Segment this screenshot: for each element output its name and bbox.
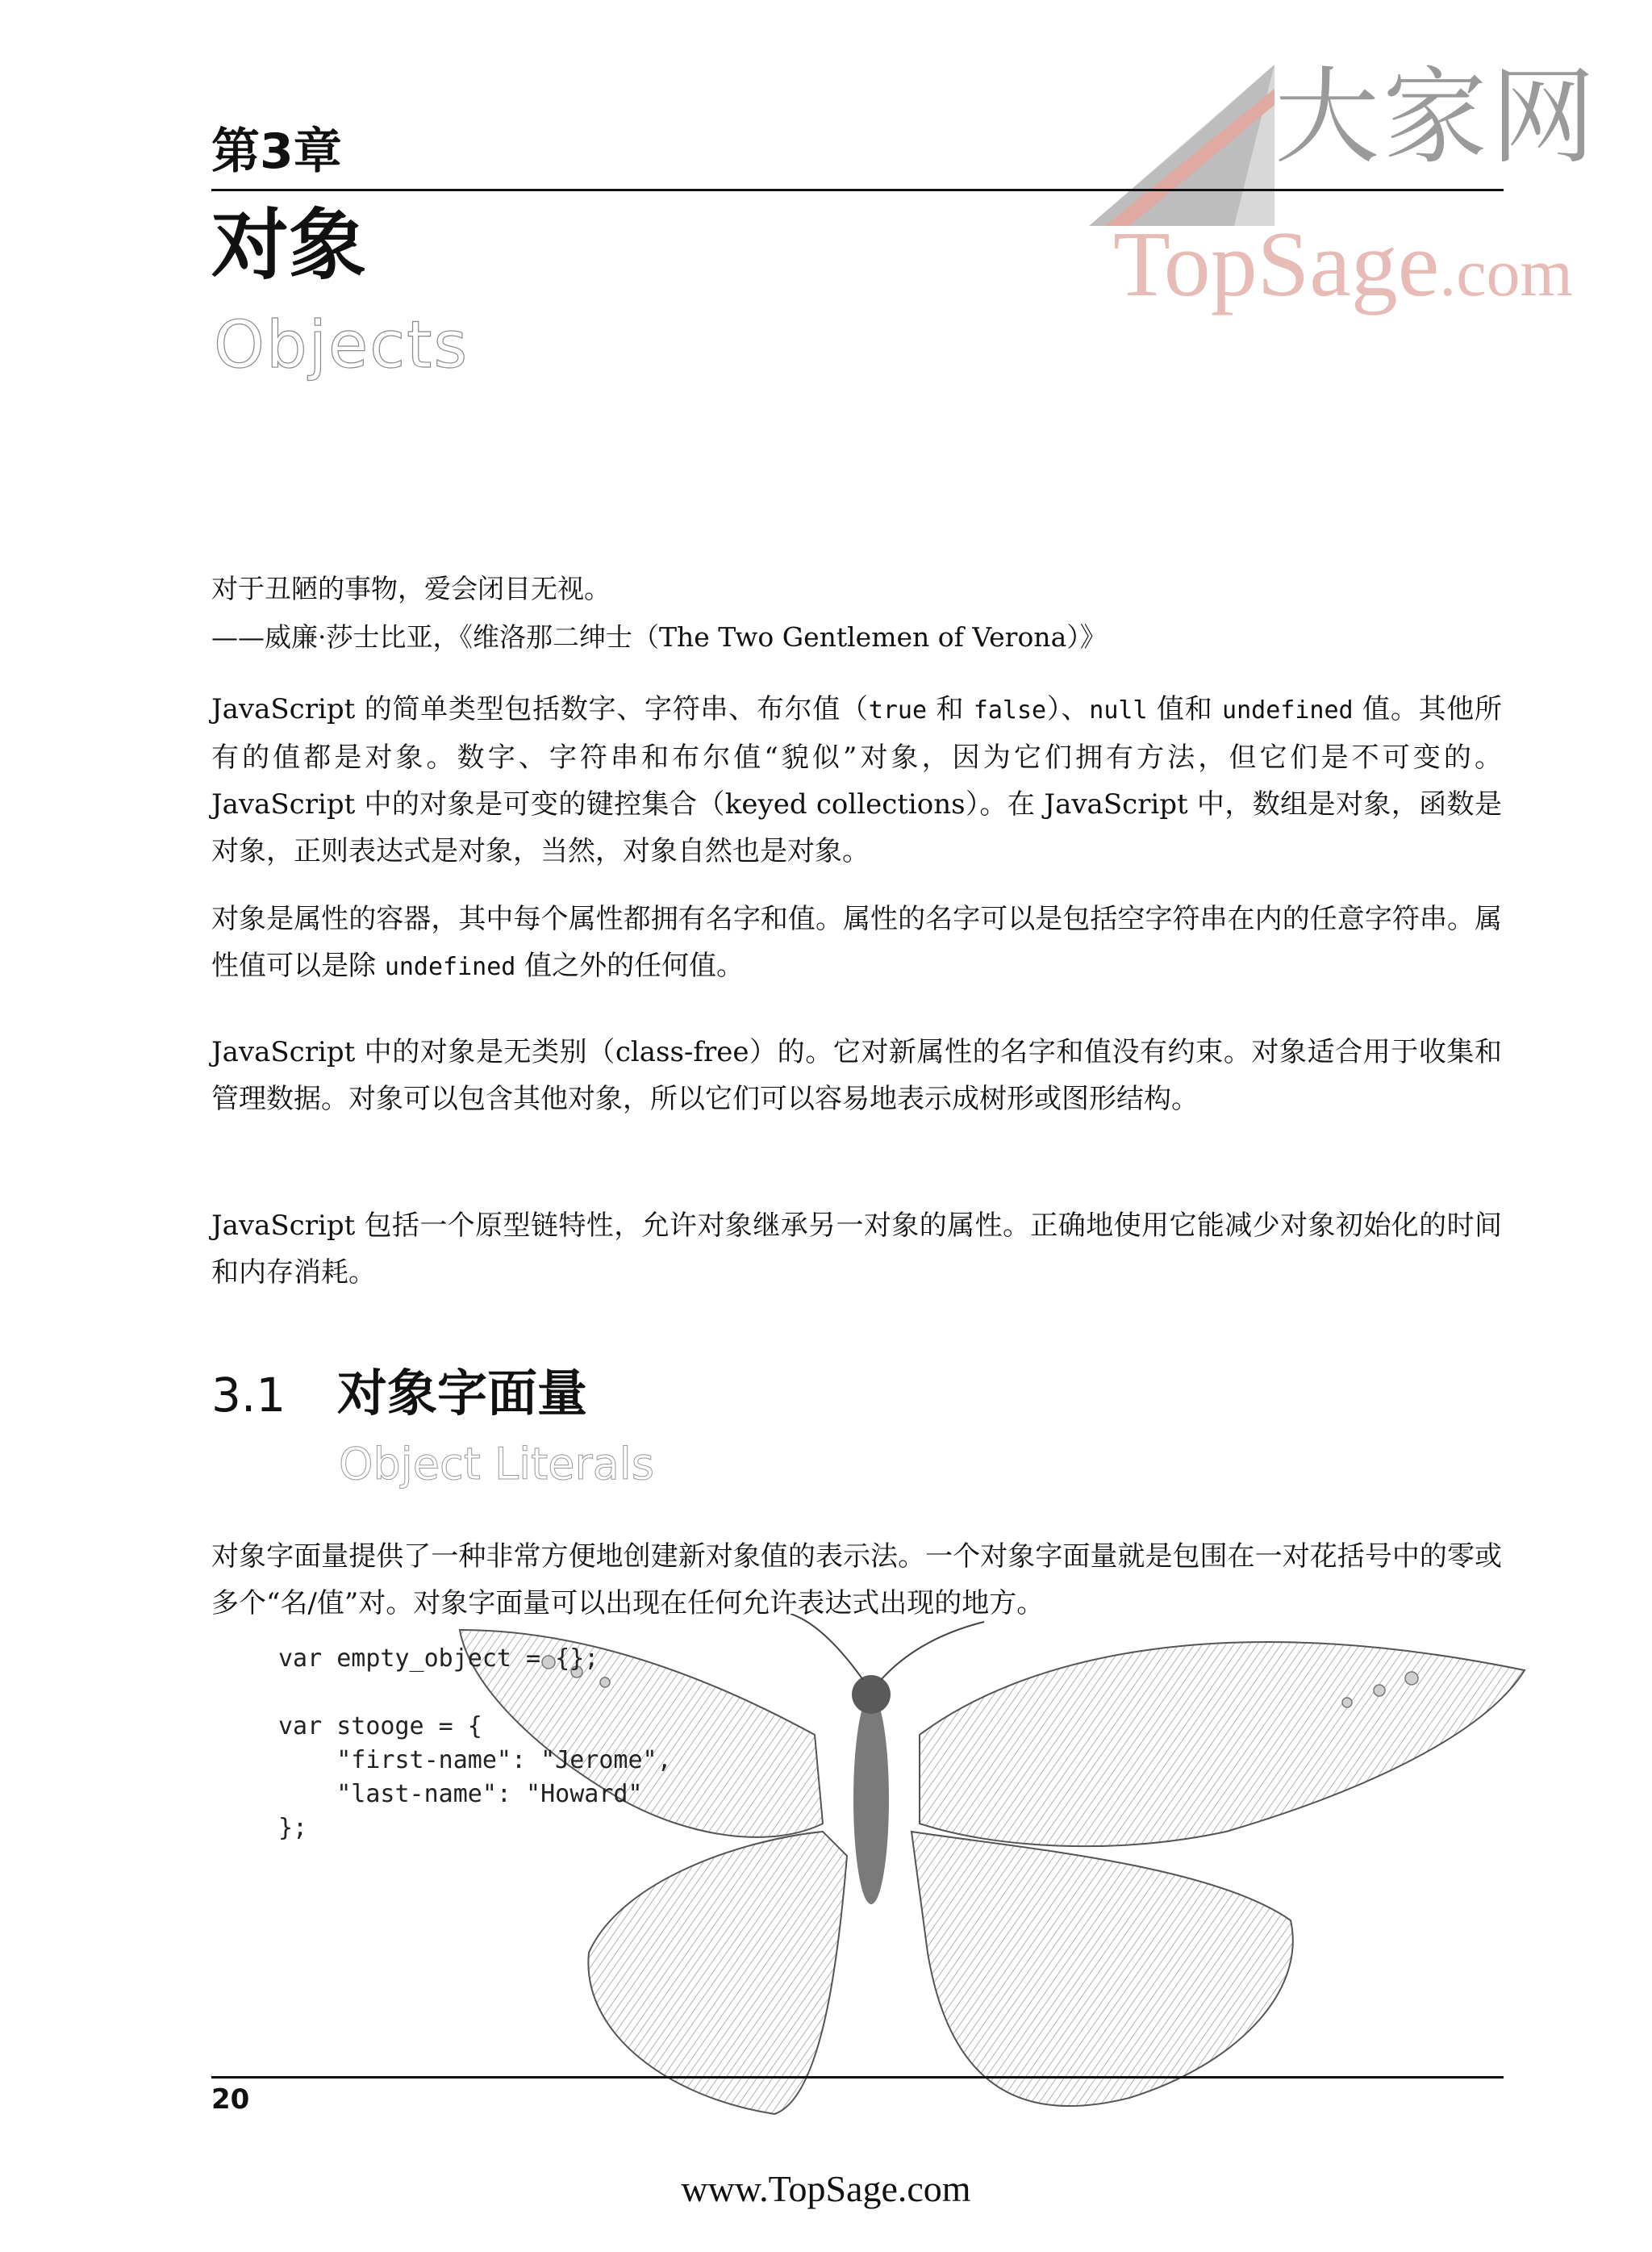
section-subtitle: Object Literals xyxy=(339,1439,654,1489)
paragraph-properties xyxy=(211,896,1502,991)
paragraph-text: 值。其他所有的值都是对象。数字、字符串和布尔值“貌似”对象，因为它们拥有方法，但它们是不可变的。JavaScript 中的对象是可变的键控集合（keyed collections）。在 JavaScript 中，数组是对象，函数是对象，正则表达式是对象，当然，对象自然也是对象。 xyxy=(211,693,1503,867)
watermark-brand-text xyxy=(1113,213,1573,316)
paragraph-text: 对象是属性的容器，其中每个属性都拥有名字和值。属性的名字可以是包括空字符串在内的任意字符串。属性值可以是除 xyxy=(211,903,1502,982)
code-undefined: undefined xyxy=(1222,696,1354,725)
paragraph-class-free: JavaScript 中的对象是无类别（class-free）的。它对新属性的名字和值没有约束。对象适合用于收集和管理数据。对象可以包含其他对象，所以它们可以容易地表示成树形或图形结构。 xyxy=(211,1036,1502,1115)
watermark-brand-suffix: .com xyxy=(1439,236,1573,311)
paragraph-text: 值和 xyxy=(1147,693,1223,725)
watermark xyxy=(1073,56,1600,331)
paragraph-simple-types xyxy=(211,686,1502,875)
paragraph-text: 和 xyxy=(927,693,974,725)
paragraph-text: ）、 xyxy=(1046,693,1090,725)
paragraph-prototype: JavaScript 包括一个原型链特性，允许对象继承另一对象的属性。正确地使用它能减少对象初始化的时间和内存消耗。 xyxy=(211,1210,1502,1289)
page-number: 20 xyxy=(211,2083,250,2116)
chapter-title: 对象 xyxy=(211,200,366,290)
chapter-subtitle: Objects xyxy=(214,307,469,382)
code-null: null xyxy=(1089,696,1148,725)
epigraph-attribution: ——威廉·莎士比亚，《维洛那二绅士（The Two Gentlemen of Verona）》 xyxy=(211,621,1107,653)
paragraph-text: JavaScript 的简单类型包括数字、字符串、布尔值（ xyxy=(211,693,869,725)
footer-rule xyxy=(211,2076,1504,2079)
header-rule xyxy=(211,189,1504,191)
code-block: var empty_object = {}; var stooge = { "first-name": "Jerome", "last-name": "Howard" }; xyxy=(278,1644,672,1842)
epigraph-quote: 对于丑陋的事物，爱会闭目无视。 xyxy=(211,573,611,604)
paragraph-text: 值之外的任何值。 xyxy=(515,950,745,982)
section-number: 3.1 xyxy=(211,1368,286,1423)
chapter-label: 第3章 xyxy=(211,123,342,180)
site-url: www.TopSage.com xyxy=(681,2168,971,2209)
code-undefined: undefined xyxy=(384,953,516,981)
code-false: false xyxy=(973,696,1047,725)
code-true: true xyxy=(868,696,928,725)
watermark-logo-icon xyxy=(1073,56,1283,234)
watermark-brand: TopSage xyxy=(1113,213,1440,316)
paragraph-object-literals: 对象字面量提供了一种非常方便地创建新对象值的表示法。一个对象字面量就是包围在一对花括号中的零或多个“名/值”对。对象字面量可以出现在任何允许表达式出现的地方。 xyxy=(211,1540,1502,1619)
section-title: 对象字面量 xyxy=(337,1364,588,1423)
watermark-chinese-text: 大家网 xyxy=(1274,56,1600,178)
